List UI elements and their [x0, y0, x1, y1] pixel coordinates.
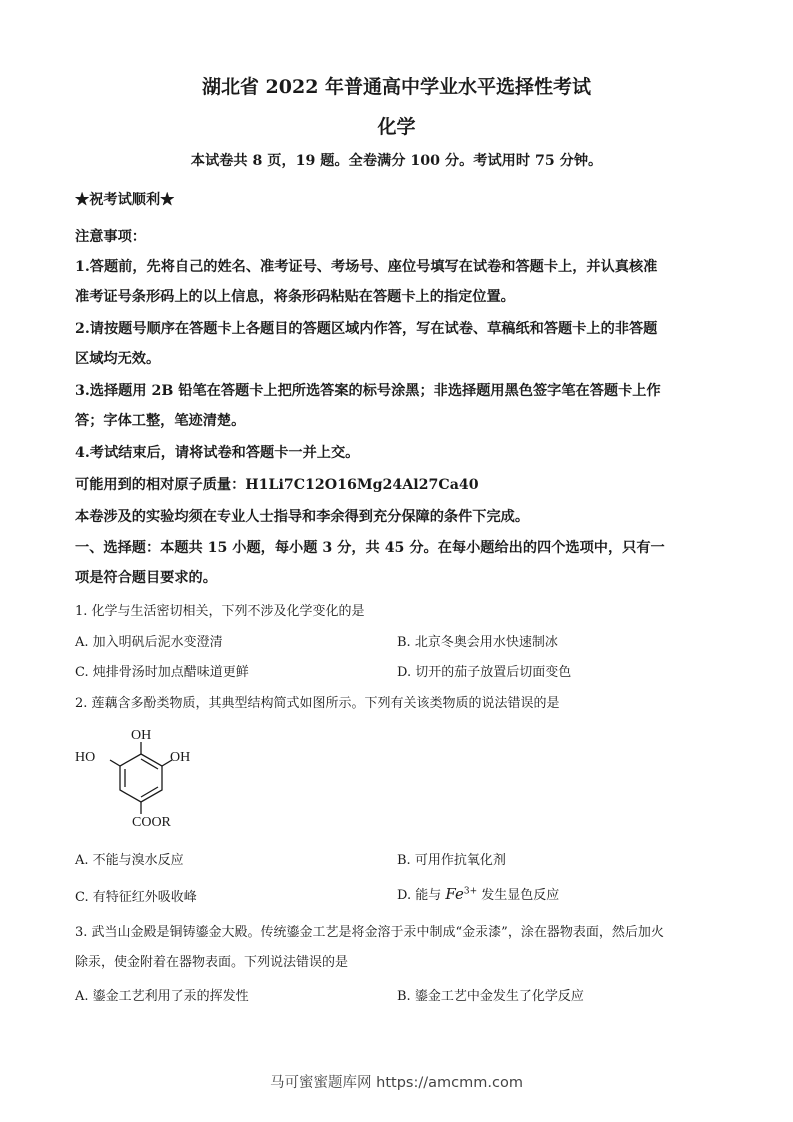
note-line: 准考证号条形码上的以上信息，将条形码粘贴在答题卡上的指定位置。: [75, 289, 515, 305]
note-line: 4.考试结束后，请将试卷和答题卡一并上交。: [75, 445, 360, 461]
q2-option-d-suffix: 发生显色反应: [481, 888, 560, 903]
q1-option-c: C. 炖排骨汤时加点醋味道更鲜: [75, 665, 249, 680]
note-line: 答；字体工整，笔迹清楚。: [75, 413, 246, 429]
ferric-ion: Fe: [445, 885, 464, 903]
question-1-stem: 1. 化学与生活密切相关，下列不涉及化学变化的是: [75, 604, 365, 619]
q2-option-d: [397, 884, 559, 903]
q2-option-a: A. 不能与溴水反应: [75, 853, 184, 868]
exam-wish: ★祝考试顺利★: [75, 192, 175, 208]
note-line: 2.请按题号顺序在答题卡上各题目的答题区域内作答，写在试卷、草稿纸和答题卡上的非答题: [75, 321, 658, 337]
footer-watermark: 马可蜜蜜题库网 https://amcmm.com: [270, 1075, 523, 1091]
structure-label-right: OH: [170, 750, 190, 765]
q1-option-a: A. 加入明矾后泥水变澄清: [75, 635, 223, 650]
q1-option-d: D. 切开的茄子放置后切面变色: [397, 665, 572, 680]
q3-option-a: A. 鎏金工艺利用了汞的挥发性: [75, 989, 249, 1004]
q2-option-b: B. 可用作抗氧化剂: [397, 853, 506, 868]
section-heading: 一、选择题：本题共 15 小题，每小题 3 分，共 45 分。在每小题给出的四个选项中，只有一: [75, 540, 665, 556]
exam-title: 湖北省 2022 年普通高中学业水平选择性考试: [201, 76, 592, 98]
structure-label-top: OH: [131, 728, 152, 743]
exam-info: 本试卷共 8 页，19 题。全卷满分 100 分。考试用时 75 分钟。: [190, 153, 603, 169]
question-3-stem: 除汞，使金附着在器物表面。下列说法错误的是: [75, 955, 349, 970]
atomic-mass-line: 可能用到的相对原子质量：H1Li7C12O16Mg24Al27Ca40: [75, 477, 479, 493]
notes-heading: 注意事项：: [75, 229, 146, 245]
q2-option-d-prefix: D. 能与: [397, 888, 442, 903]
section-heading: 项是符合题目要求的。: [75, 570, 217, 586]
subject-title: 化学: [377, 116, 416, 138]
structure-label-bottom: COOR: [132, 815, 171, 830]
q2-option-c: C. 有特征红外吸收峰: [75, 890, 197, 905]
note-line: 3.选择题用 2B 铅笔在答题卡上把所选答案的标号涂黑；非选择题用黑色签字笔在答题卡上作: [75, 383, 661, 399]
q3-option-b: B. 鎏金工艺中金发生了化学反应: [397, 989, 584, 1004]
ferric-charge: 3+: [463, 886, 478, 897]
note-line: 1.答题前，先将自己的姓名、准考证号、考场号、座位号填写在试卷和答题卡上，并认真核准: [75, 259, 658, 275]
structure-label-left: HO: [75, 750, 96, 765]
question-2-stem: 2. 莲藕含多酚类物质，其典型结构简式如图所示。下列有关该类物质的说法错误的是: [75, 696, 560, 711]
polyphenol-structure-diagram: [70, 722, 190, 830]
safety-note: 本卷涉及的实验均须在专业人士指导和李余得到充分保障的条件下完成。: [75, 509, 530, 525]
q1-option-b: B. 北京冬奥会用水快速制冰: [397, 635, 558, 650]
question-3-stem: 3. 武当山金殿是铜铸鎏金大殿。传统鎏金工艺是将金溶于汞中制成“金汞漆”，涂在器物表面，然后加火: [75, 925, 664, 940]
benzene-ring: [110, 742, 172, 814]
note-line: 区域均无效。: [75, 351, 161, 367]
